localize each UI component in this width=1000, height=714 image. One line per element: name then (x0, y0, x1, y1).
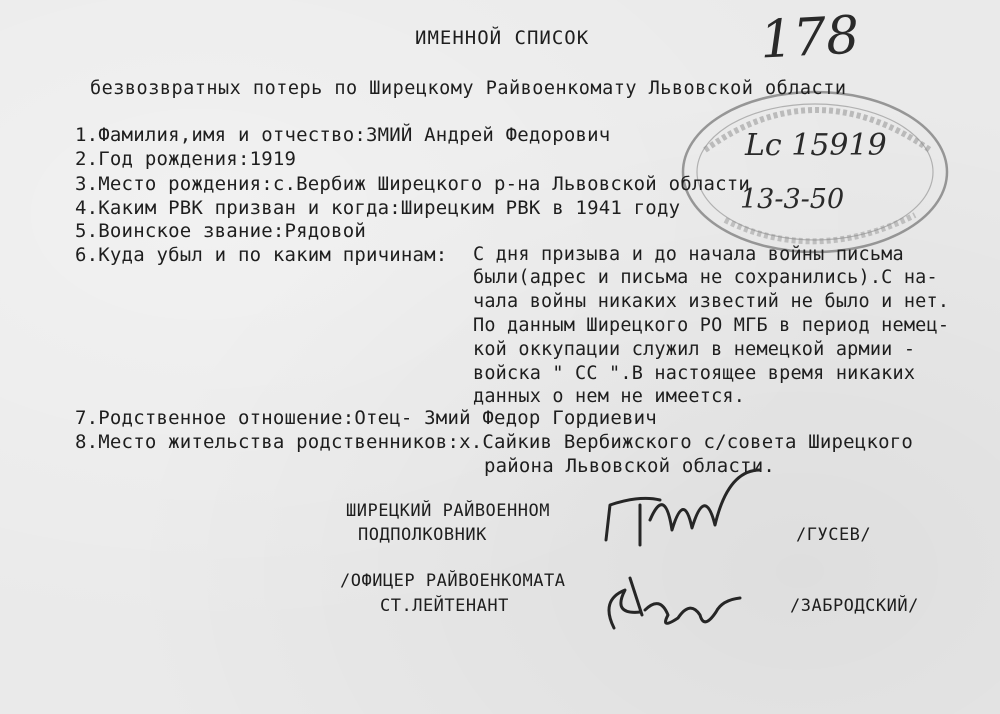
officer-org: /ОФИЦЕР РАЙВОЕНКОМАТА (340, 571, 566, 591)
departure-answer-line: По данным Ширецкого РО МГБ в период немец- (473, 315, 950, 336)
departure-answer-line: данных о нем не имеется. (473, 386, 746, 407)
field-conscription: 4.Каким РВК призван и когда:Ширецким РВК в 1941 году (75, 197, 681, 219)
departure-answer-line: были(адрес и письма не сохранились).С на- (473, 267, 938, 288)
field-departure-label: 6.Куда убыл и по каким причинам: (75, 244, 448, 266)
officer-rank: СТ.ЛЕЙТЕНАНТ (380, 596, 509, 616)
field-full-name: 1.Фамилия,имя и отчество:ЗМИЙ Андрей Федорович (75, 124, 611, 146)
departure-answer-line: кой оккупации служил в немецкой армии - (473, 339, 916, 360)
document-title: ИМЕННОЙ СПИСОК (415, 27, 590, 49)
commissar-org: ШИРЕЦКИЙ РАЙВОЕННОМ (346, 501, 550, 521)
field-relation: 7.Родственное отношение:Отец- Змий Федор Гордиевич (75, 407, 657, 429)
field-rank: 5.Воинское звание:Рядовой (75, 220, 366, 242)
folio-number: 178 (758, 5, 861, 71)
commissar-signature-icon (606, 470, 760, 545)
field-birth-place: 3.Место рождения:с.Вербиж Ширецкого р-на Львовской области (75, 173, 751, 195)
field-birth-year: 2.Год рождения:1919 (75, 148, 297, 170)
stamp-date: 13-3-50 (740, 184, 845, 215)
departure-answer-line: войска " СС ".В настоящее время никаких (473, 363, 916, 384)
document-subtitle: безвозвратных потерь по Ширецкому Райвоенкомату Львовской области (90, 78, 847, 99)
commissar-rank: ПОДПОЛКОВНИК (358, 525, 487, 545)
departure-answer-line: чала войны никаких известий не было и нет. (473, 291, 950, 312)
commissar-name: /ГУСЕВ/ (796, 525, 872, 545)
departure-answer-line: С дня призыва и до начала войны письма (473, 244, 904, 265)
officer-signature-icon (609, 578, 740, 628)
officer-name: /ЗАБРОДСКИЙ/ (790, 596, 919, 616)
field-relatives-residence-cont: района Львовской области. (484, 455, 775, 477)
stamp-number: Lc 15919 (745, 128, 887, 163)
field-relatives-residence: 8.Место жительства родственников:х.Сайкив Вербижского с/совета Ширецкого (75, 431, 914, 453)
